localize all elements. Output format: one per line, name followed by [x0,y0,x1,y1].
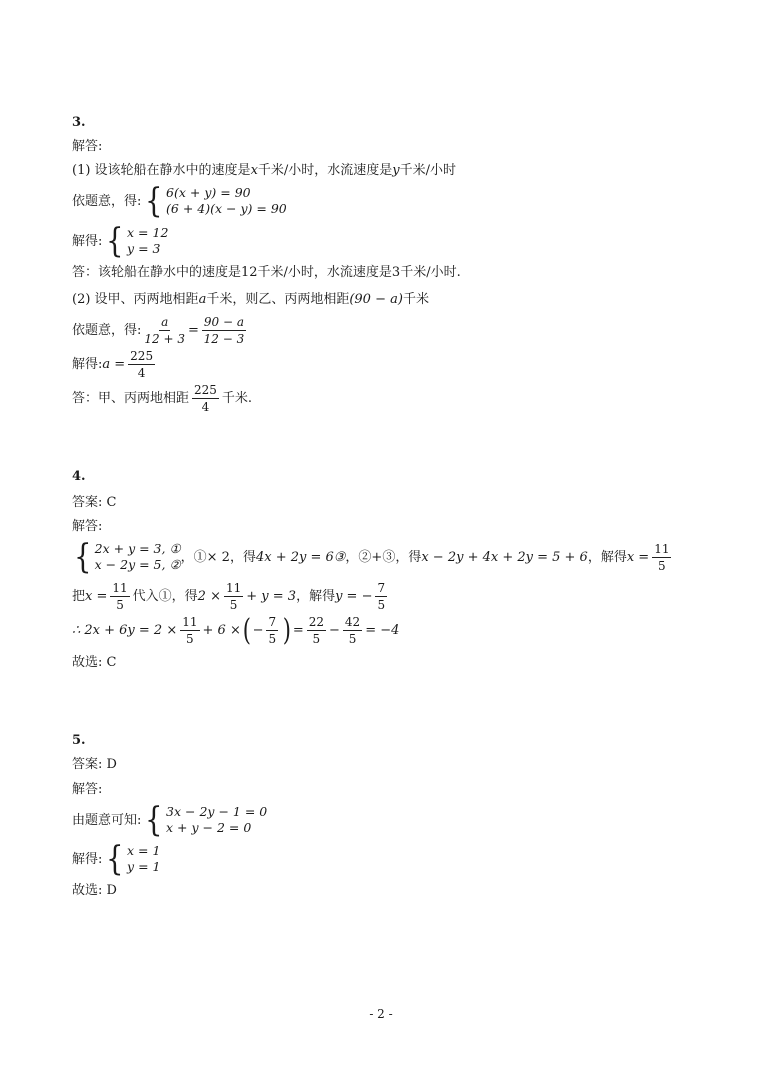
fraction [224,582,243,611]
denominator: 5 [116,598,124,612]
denominator: 5 [186,632,194,646]
denominator: 5 [348,632,357,646]
page-number: - 2 - [369,1007,393,1021]
numerator: 90 − a [203,315,244,329]
math: + y = 3 [246,589,297,604]
q5-answer-label: 解答: [72,782,103,797]
math: y = − [335,589,373,604]
q4-answer-label: 解答: [72,519,103,534]
equation: y = 3 [127,240,161,256]
equation: x + y − 2 = 0 [166,819,252,835]
q5-answer: 答案: D [72,757,117,772]
q4-answer: 答案: C [72,495,117,510]
text: 千米/小时 [399,163,457,178]
denominator: 5 [268,632,277,646]
equation-system [104,221,169,261]
math: 2 × [197,589,221,604]
fraction [192,384,219,413]
text: ，①× 2，得 [180,549,256,565]
denominator: 12 − 3 [203,332,245,346]
numerator: 225 [194,383,217,397]
math: ∴ 2x + 6y = 2 × [72,623,178,638]
q3-answer-label: 解答: [72,139,103,154]
q3-line-2 [72,181,287,221]
brace-icon: { [145,181,163,221]
label: 依题意，得: [72,193,142,209]
math: 4x + 2y = 6③ [255,549,346,565]
text: 把 [72,589,86,604]
denominator: 4 [137,366,146,380]
q4-line-1 [72,537,674,577]
q3-line-1 [72,164,456,177]
equation-system [143,800,268,840]
denominator: 5 [658,558,666,573]
math: − [252,623,264,638]
math: − [329,623,340,638]
expression: (90 − a) [349,292,403,307]
q4-line-2 [72,582,390,611]
question-3-number: 3. [72,115,86,130]
left-paren-icon: ( [242,613,251,648]
label: 解得: [72,851,103,867]
text: 代入①，得 [132,589,198,604]
math: x = [626,549,650,565]
brace-icon: { [74,537,92,577]
numerator: 11 [112,581,128,595]
denominator: 5 [229,598,238,612]
text: (1) 设该轮船在静水中的速度是 [72,163,251,178]
fraction [652,543,671,572]
text: ，②+③，得 [345,549,422,565]
equation: x = 1 [127,843,161,859]
label: 解得: [72,233,103,249]
label: 解得: [72,357,103,372]
denominator: 5 [312,632,321,646]
text: 千米. [221,391,253,406]
numerator: 225 [130,349,154,363]
fraction [144,316,185,345]
text: 答：甲、丙两地相距 [72,391,190,406]
q3-line-7 [72,350,158,379]
label: 由题意可知: [72,812,142,828]
numerator: 7 [268,615,277,629]
q3-line-3 [72,221,169,261]
math: = [292,623,304,638]
text: ，解得 [587,549,627,565]
equation: 2x + y = 3, ① [94,541,181,557]
var-y: y [392,163,400,178]
denominator: 4 [201,400,210,414]
numerator: 42 [344,615,361,629]
fraction [343,616,362,645]
question-5-number: 5. [72,733,86,748]
math: + 6 × [202,623,241,638]
brace-icon: { [145,800,163,840]
fraction [307,616,326,645]
equation: 6(x + y) = 90 [166,185,251,201]
text: ，解得 [296,589,336,604]
numerator: 11 [182,615,198,629]
fraction [180,616,199,645]
text: 千米，则乙、丙两地相距 [206,292,350,307]
equals: = [187,323,199,338]
q5-final: 故选: D [72,883,117,898]
q5-line-1 [72,800,268,840]
brace-icon: { [106,221,124,261]
q3-line-4: 答：该轮船在静水中的速度是12千米/小时，水流速度是3千米/小时. [72,265,461,280]
text: (2) 设甲、丙两地相距 [72,292,199,307]
q5-line-2 [72,839,161,879]
equation: x = 12 [127,225,169,241]
q3-line-5 [72,293,429,306]
question-4-number: 4. [72,469,86,484]
denominator: 12 + 3 [144,332,185,346]
math: x − 2y + 4x + 2y = 5 + 6 [421,549,588,565]
numerator: 7 [377,581,386,595]
text: 千米 [402,292,429,307]
numerator: 11 [225,581,242,595]
equation-system [104,839,161,879]
numerator: a [161,315,169,329]
numerator: 11 [654,541,670,556]
math: x = [85,589,108,604]
fraction [110,582,129,611]
var-a: a [198,292,207,307]
right-paren-icon: ) [282,613,292,648]
label: 依题意，得: [72,323,142,338]
equation: 3x − 2y − 1 = 0 [166,804,268,820]
brace-icon: { [106,839,124,879]
fraction [202,316,246,345]
fraction [266,616,278,645]
denominator: 5 [377,598,386,612]
math: a = [102,357,126,372]
numerator: 22 [308,615,325,629]
q3-line-8 [72,384,252,413]
equation-system [72,537,181,577]
equation-system [143,181,287,221]
equation: (6 + 4)(x − y) = 90 [166,200,287,216]
q3-line-6 [72,316,249,345]
math: = −4 [365,623,400,638]
var-x: x [250,163,258,178]
q4-line-3 [72,613,400,648]
fraction [128,350,155,379]
text: 千米/小时，水流速度是 [257,163,393,178]
equation: y = 1 [127,858,161,874]
q4-final: 故选: C [72,655,117,670]
fraction [375,582,387,611]
equation: x − 2y = 5, ② [94,556,181,572]
